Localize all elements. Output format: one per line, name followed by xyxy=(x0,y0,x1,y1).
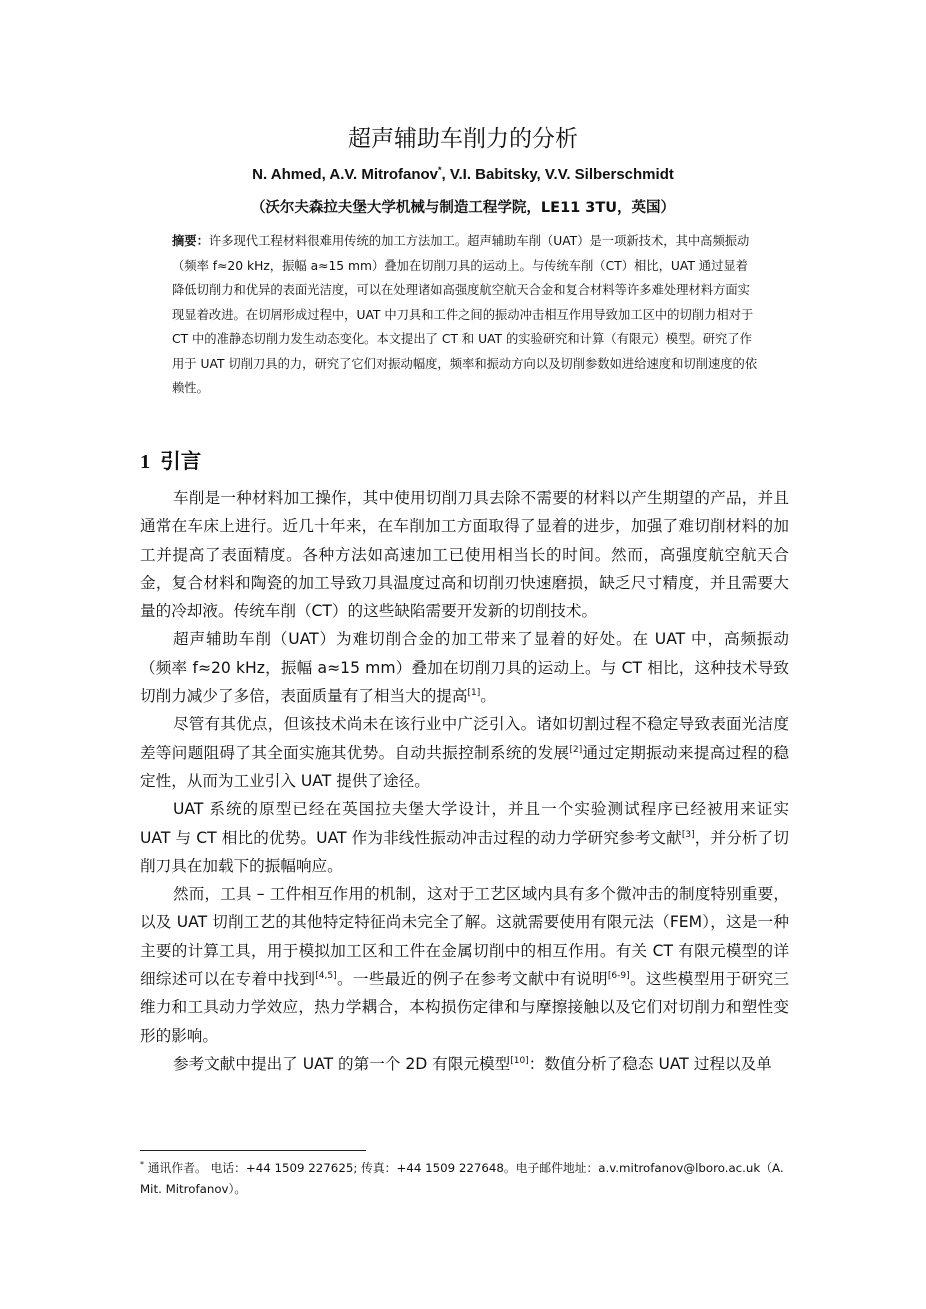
footnote xyxy=(140,1158,790,1200)
abstract xyxy=(172,229,760,401)
citation-1: [1] xyxy=(467,687,481,698)
abstract-label: 摘要： xyxy=(172,234,209,248)
paragraph-1: 车削是一种材料加工操作，其中使用切削刀具去除不需要的材料以产生期望的产品，并且通常在车床上进行。近几十年来，在车削加工方面取得了显着的进步，加强了难切削材料的加工并提高了表面精度。各种方法如高速加工已使用相当长的时间。然而，高强度航空航天合金，复合材料和陶瓷的加工导致刀具温度过高和切削刃快速磨损，缺乏尺寸精度，并且需要大量的冷却液。传统车削（CT）的这些缺陷需要开发新的切削技术。 xyxy=(140,489,789,621)
authors-part-a: N. Ahmed, A.V. Mitrofanov xyxy=(252,166,438,183)
body-text xyxy=(140,484,789,1078)
citation-10: [10] xyxy=(510,1055,529,1066)
paper-title: 超声辅助车削力的分析 xyxy=(348,126,578,152)
citation-3: [3] xyxy=(681,829,695,840)
paragraph-5: 然而，工具 – 工件相互作用的机制，这对于工艺区域内具有多个微冲击的制度特别重要，以及 UAT 切削工艺的其他特定特征尚未完全了解。这就需要使用有限元法（FEM），这是一种主要的计算工具，用于模拟加工区和工件在金属切削中的相互作用。有关 CT 有限元模型的详细综述可以在专着中找到[4,5]。一些最近的例子在参考文献中有说明[6-9]。这些模型用于研究三维力和工具动力学效应，热力学耦合，本构损伤定律和与摩擦接触以及它们对切削力和塑性变形的影响。 xyxy=(140,885,789,1045)
paragraph-6: 参考文献中提出了 UAT 的第一个 2D 有限元模型[10]：数值分析了稳态 UAT 过程以及单 xyxy=(173,1054,772,1073)
section-heading xyxy=(140,444,201,474)
paragraph-2: 超声辅助车削（UAT）为难切削合金的加工带来了显着的好处。在 UAT 中，高频振动（频率 f≈20 kHz，振幅 a≈15 mm）叠加在切削刀具的运动上。与 CT 相比，这种技术导致切削力减少了多倍，表面质量有了相当大的提高[1]。 xyxy=(140,630,789,706)
paragraph-3: 尽管有其优点，但该技术尚未在该行业中广泛引入。诸如切割过程不稳定导致表面光洁度差等问题阻碍了其全面实施其优势。自动共振控制系统的发展[2]通过定期振动来提高过程的稳定性，从而为工业引入 UAT 提供了途径。 xyxy=(140,715,789,790)
citation-6-9: [6-9] xyxy=(607,970,630,981)
footnote-mark: * xyxy=(140,1160,144,1170)
author-list xyxy=(0,166,926,183)
corresponding-author-mark: * xyxy=(438,165,442,175)
affiliation: （沃尔夫森拉夫堡大学机械与制造工程学院，LE11 3TU，英国） xyxy=(250,200,676,216)
authors-part-b: , V.I. Babitsky, V.V. Silberschmidt xyxy=(441,166,674,183)
section-number: 1 xyxy=(140,451,151,473)
footnote-divider xyxy=(140,1150,366,1151)
paragraph-4: UAT 系统的原型已经在英国拉夫堡大学设计，并且一个实验测试程序已经被用来证实 UAT 与 CT 相比的优势。UAT 作为非线性振动冲击过程的动力学研究参考文献[3]，并分析了切削刀具在加载下的振幅响应。 xyxy=(140,800,789,875)
footnote-text: 通讯作者。 电话：+44 1509 227625; 传真：+44 1509 227648。电子邮件地址：a.v.mitrofanov@lboro.ac.uk（A. Mit. Mitrofanov）。 xyxy=(140,1161,784,1196)
citation-4-5: [4,5] xyxy=(315,970,337,981)
section-title: 引言 xyxy=(160,449,202,473)
citation-2: [2] xyxy=(569,744,583,755)
abstract-text: 许多现代工程材料很难用传统的加工方法加工。超声辅助车削（UAT）是一项新技术，其中高频振动（频率 f≈20 kHz，振幅 a≈15 mm）叠加在切削刀具的运动上。与传统车削（CT）相比，UAT 通过显着降低切削力和优异的表面光洁度，可以在处理诸如高强度航空航天合金和复合材料等许多难处理材料方面实现显着改进。在切屑形成过程中，UAT 中刀具和工件之间的振动冲击相互作用导致加工区中的切削力相对于 CT 中的准静态切削力发生动态变化。本文提出了 CT 和 UAT 的实验研究和计算（有限元）模型。研究了作用于 UAT 切削刀具的力，研究了它们对振动幅度，频率和振动方向以及切削参数如进给速度和切削速度的依赖性。 xyxy=(172,234,758,395)
